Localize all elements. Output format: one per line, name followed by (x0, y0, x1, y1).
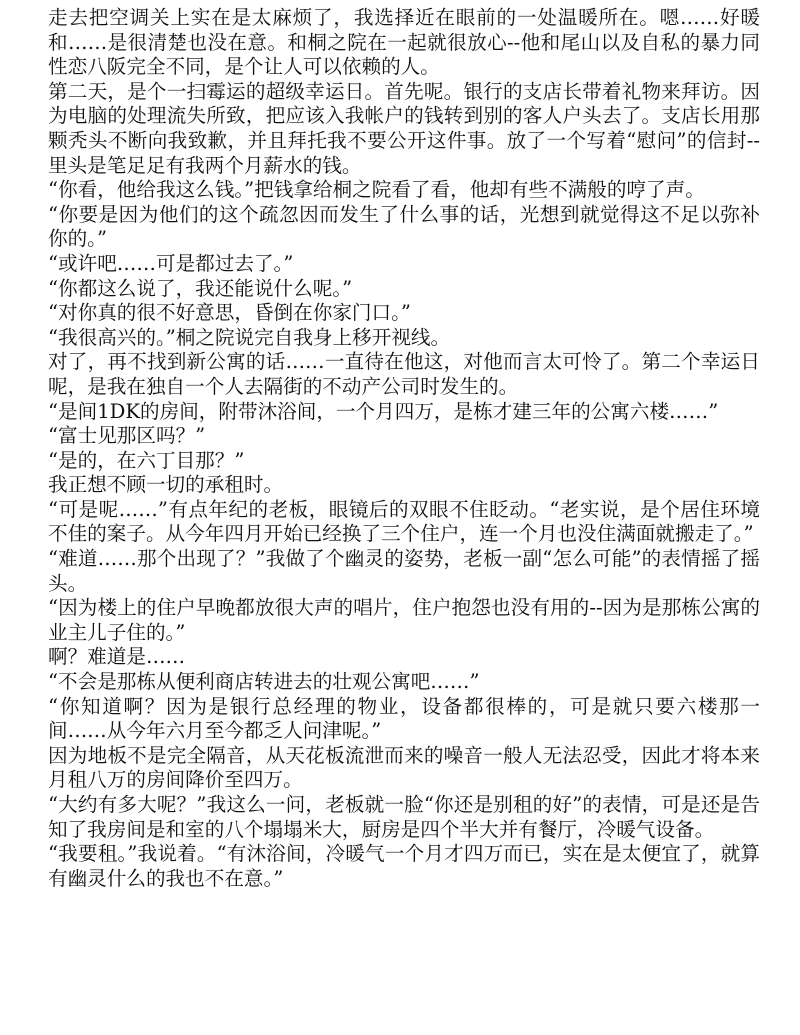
paragraph: “或许吧……可是都过去了。” (48, 251, 294, 275)
paragraph: “你看，他给我这么钱。”把钱拿给桐之院看了看，他却有些不满般的哼了声。 (48, 178, 705, 202)
paragraph: “你要是因为他们的这个疏忽因而发生了什么事的话，光想到就觉得这不足以弥补你的。” (48, 202, 760, 251)
paragraph: “你知道啊？因为是银行总经理的物业，设备都很棒的，可是就只要六楼那一间……从今年六月至今都乏人问津呢。” (48, 694, 760, 743)
paragraph: 啊？难道是…… (48, 645, 186, 669)
paragraph: “难道……那个出现了？”我做了个幽灵的姿势，老板一副“怎么可能”的表情摇了摇头。 (48, 547, 760, 595)
paragraph: “富士见那区吗？” (48, 424, 206, 448)
paragraph: “大约有多大呢？”我这么一问，老板就一脸“你还是别租的好”的表情，可是还是告知了我房间是和室的八个塌塌米大，厨房是四个半大并有餐厅，冷暖气设备。 (48, 793, 760, 841)
paragraph: 我正想不顾一切的承租时。 (48, 473, 284, 497)
document-page (48, 6, 760, 1026)
paragraph: “是的，在六丁目那？” (48, 448, 245, 472)
paragraph: “我很高兴的。”桐之院说完自我身上移开视线。 (48, 325, 451, 349)
paragraph: 因为地板不是完全隔音，从天花板流泄而来的噪音一般人无法忍受，因此才将本来月租八万的房间降价至四万。 (48, 743, 760, 792)
paragraph: “是间1DK的房间，附带沐浴间，一个月四万，是栋才建三年的公寓六楼……” (48, 399, 719, 423)
paragraph: “可是呢……”有点年纪的老板，眼镜后的双眼不住眨动。“老实说，是个居住环境不佳的案子。从今年四月开始已经换了三个住户，连一个月也没住满面就搬走了。” (48, 497, 760, 546)
paragraph: “你都这么说了，我还能说什么呢。” (48, 276, 353, 300)
paragraph: “因为楼上的住户早晚都放很大声的唱片，住户抱怨也没有用的--因为是那栋公寓的业主儿子住的。” (48, 596, 760, 644)
paragraph: “不会是那栋从便利商店转进去的壮观公寓吧……” (48, 670, 480, 694)
paragraph: 第二天，是个一扫霉运的超级幸运日。首先呢。银行的支店长带着礼物来拜访。因为电脑的处理流失所致，把应该入我帐户的钱转到别的客人户头去了。支店长用那颗秃头不断向我致歉，并且拜托我不要公开这件事。放了一个写着“慰问”的信封--里头是笔足足有我两个月薪水的钱。 (48, 79, 760, 177)
paragraph: “对你真的很不好意思，昏倒在你家门口。” (48, 301, 411, 325)
paragraph: 走去把空调关上实在是太麻烦了，我选择近在眼前的一处温暖所在。嗯……好暖和……是很清楚也没在意。和桐之院在一起就很放心--他和尾山以及自私的暴力同性恋八阪完全不同，是个让人可以依赖的人。 (48, 6, 760, 79)
paragraph: “我要租。”我说着。“有沐浴间，冷暖气一个月才四万而已，实在是太便宜了，就算有幽灵什么的我也不在意。” (48, 842, 760, 890)
paragraph: 对了，再不找到新公寓的话……一直待在他这，对他而言太可怜了。第二个幸运日呢，是我在独自一个人去隔街的不动产公司时发生的。 (48, 350, 760, 398)
